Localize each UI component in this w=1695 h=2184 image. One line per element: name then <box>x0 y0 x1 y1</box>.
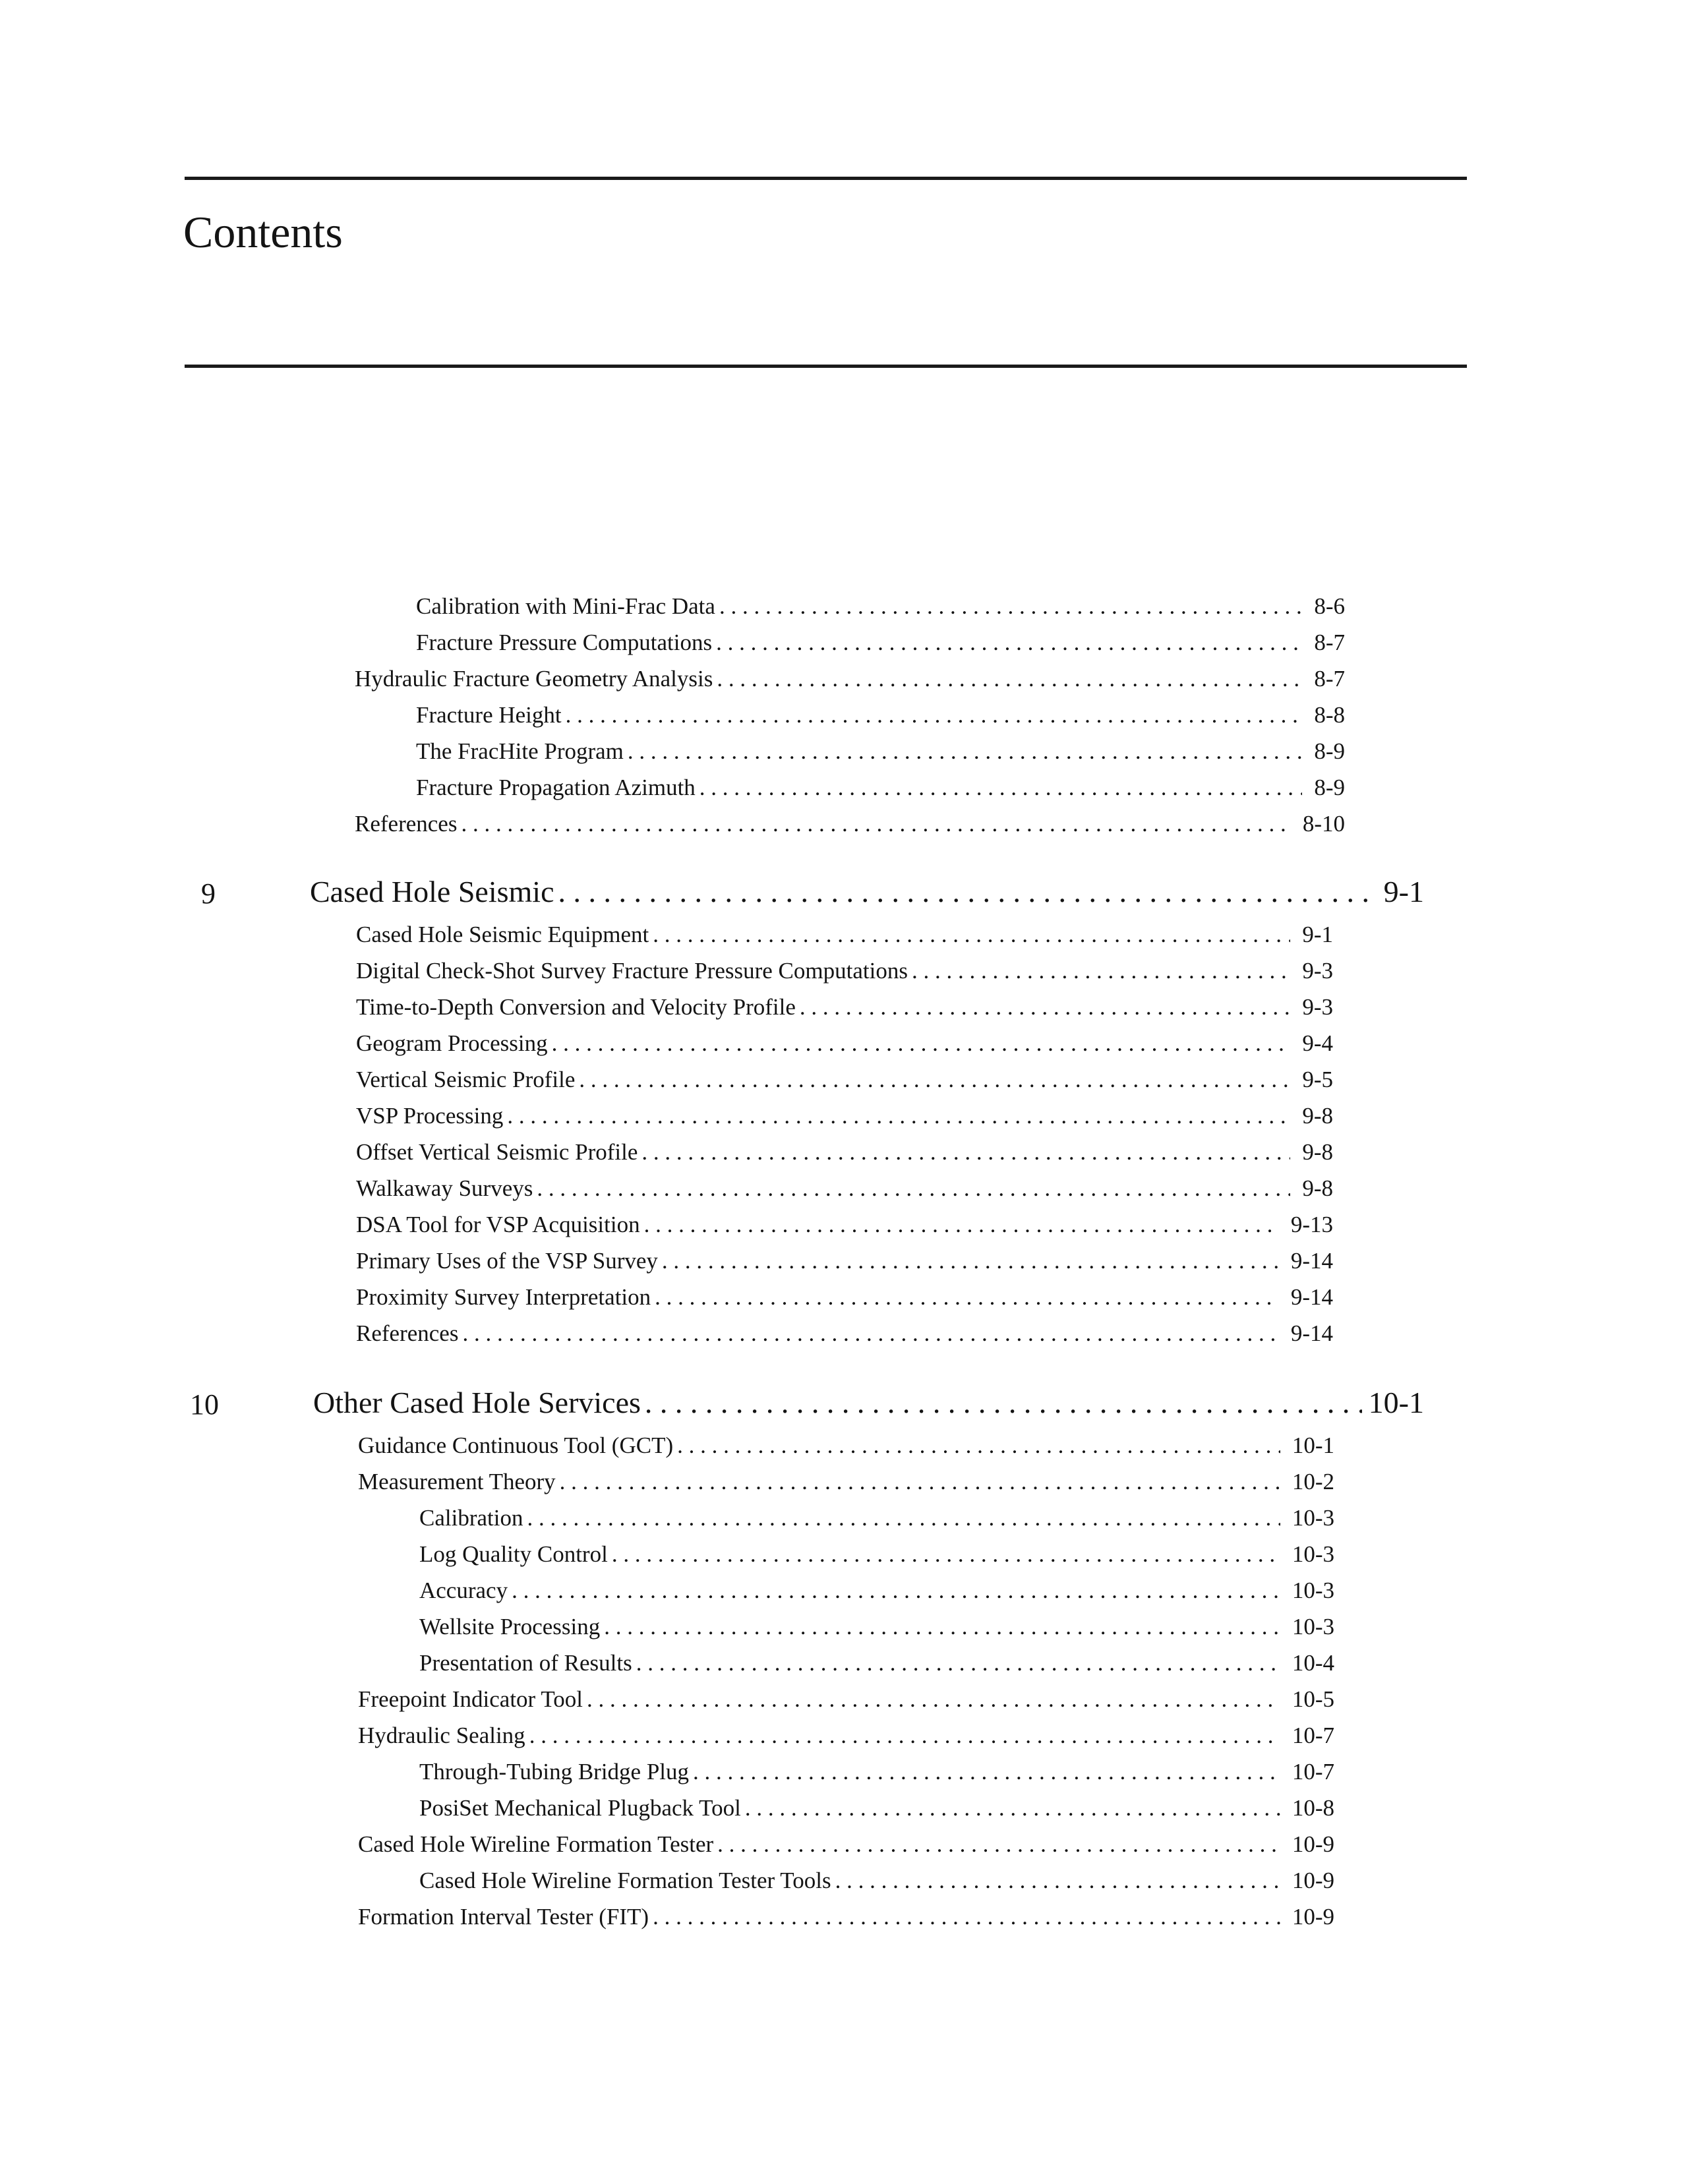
toc-entry-page: 8-9 <box>1314 774 1345 800</box>
toc-entry-label: Vertical Seismic Profile <box>356 1066 576 1092</box>
toc-entry-label: Measurement Theory <box>358 1468 556 1494</box>
toc-leader <box>587 1687 1280 1713</box>
toc-entry-page: 9-14 <box>1290 1247 1333 1274</box>
toc-entry-page: 8-10 <box>1302 810 1345 837</box>
toc-entry <box>355 800 1345 837</box>
toc-leader <box>653 1904 1280 1930</box>
toc-leader <box>717 666 1302 692</box>
toc-entry-page: 8-7 <box>1314 629 1345 655</box>
toc-leader <box>644 1212 1279 1238</box>
chapter-number: 9 <box>201 877 216 910</box>
toc-entry <box>356 1237 1333 1274</box>
toc-leader <box>507 1104 1290 1129</box>
toc-leader <box>537 1176 1290 1202</box>
toc-entry-label: Proximity Survey Interpretation <box>356 1284 651 1310</box>
toc-entry-page: 8-7 <box>1314 665 1345 692</box>
toc-entry-page: 10-9 <box>1292 1867 1334 1893</box>
toc-entry-page: 10-7 <box>1292 1722 1334 1748</box>
chapter-title: Other Cased Hole Services <box>313 1386 641 1420</box>
toc-entry-label: Geogram Processing <box>356 1030 548 1056</box>
toc-entry-label: Digital Check-Shot Survey Fracture Pressure Computations <box>356 957 908 984</box>
toc-entry-page: 10-3 <box>1292 1577 1334 1603</box>
toc-entry-label: Log Quality Control <box>419 1541 608 1567</box>
toc-entry-page: 9-5 <box>1302 1066 1333 1092</box>
toc-entry <box>356 1128 1333 1165</box>
toc-entry <box>356 1309 1333 1346</box>
toc-entry-label: Offset Vertical Seismic Profile <box>356 1138 638 1165</box>
toc-entry-label: The FracHite Program <box>416 738 624 764</box>
toc-entry <box>358 1421 1334 1458</box>
toc-entry <box>416 618 1345 655</box>
toc-leader <box>579 1067 1290 1093</box>
toc-entry <box>358 1820 1334 1857</box>
toc-entry <box>356 1019 1333 1056</box>
toc-entry-page: 8-9 <box>1314 738 1345 764</box>
toc-entry-page: 9-1 <box>1302 921 1333 947</box>
toc-entry-page: 10-4 <box>1292 1649 1334 1676</box>
toc-entry-page: 10-9 <box>1292 1831 1334 1857</box>
toc-entry-label: Fracture Propagation Azimuth <box>416 774 696 800</box>
toc-leader <box>653 922 1290 948</box>
toc-leader <box>699 775 1303 801</box>
toc-entry-label: Hydraulic Sealing <box>358 1722 525 1748</box>
page-title: Contents <box>183 207 343 257</box>
toc-entry-page: 9-3 <box>1302 993 1333 1020</box>
toc-leader <box>566 703 1303 728</box>
toc-leader <box>719 594 1302 620</box>
toc-entry <box>419 1748 1334 1785</box>
toc-entry <box>419 1603 1334 1639</box>
toc-entry-label: Fracture Height <box>416 701 562 728</box>
toc-leader <box>461 812 1290 837</box>
toc-entry-label: Hydraulic Fracture Geometry Analysis <box>355 665 713 692</box>
toc-leader <box>527 1506 1280 1531</box>
toc-leader <box>604 1614 1280 1640</box>
toc-entry <box>358 1458 1334 1494</box>
toc-leader <box>628 739 1302 765</box>
toc-entry <box>356 910 1333 947</box>
toc-entry-label: Freepoint Indicator Tool <box>358 1686 583 1712</box>
toc-leader <box>462 1321 1278 1347</box>
toc-entry-page: 10-5 <box>1292 1686 1334 1712</box>
toc-entry-page: 10-1 <box>1292 1432 1334 1458</box>
toc-leader <box>835 1868 1280 1894</box>
toc-entry-page: 10-3 <box>1292 1613 1334 1639</box>
toc-entry-label: Accuracy <box>419 1577 508 1603</box>
toc-entry <box>356 1055 1333 1092</box>
toc-entry <box>355 655 1345 692</box>
toc-leader <box>558 875 1377 909</box>
toc-leader <box>560 1469 1280 1495</box>
toc-leader <box>641 1140 1290 1166</box>
chapter-title: Cased Hole Seismic <box>310 875 554 909</box>
toc-entry <box>419 1530 1334 1567</box>
toc-entry-label: Presentation of Results <box>419 1649 632 1676</box>
toc-leader <box>645 1386 1362 1420</box>
toc-entry <box>419 1566 1334 1603</box>
toc-entry-page: 10-2 <box>1292 1468 1334 1494</box>
toc-leader <box>636 1651 1280 1676</box>
toc-entry <box>419 1856 1334 1893</box>
toc-leader <box>677 1433 1280 1459</box>
toc-entry-page: 10-7 <box>1292 1758 1334 1785</box>
toc-entry <box>358 1893 1334 1930</box>
toc-entry <box>416 727 1345 764</box>
toc-entry-page: 9-14 <box>1290 1320 1333 1346</box>
toc-entry-page: 9-3 <box>1302 957 1333 984</box>
toc-entry-label: References <box>355 810 458 837</box>
toc-entry-page: 9-14 <box>1290 1284 1333 1310</box>
toc-entry-page: 10-9 <box>1292 1903 1334 1930</box>
toc-entry <box>419 1784 1334 1821</box>
toc-entry-label: Through-Tubing Bridge Plug <box>419 1758 690 1785</box>
toc-entry-label: Cased Hole Wireline Formation Tester Tools <box>419 1867 831 1893</box>
toc-entry <box>356 983 1333 1020</box>
toc-entry-page: 10-3 <box>1292 1504 1334 1531</box>
chapter-heading <box>313 1378 1424 1420</box>
toc-leader <box>655 1285 1279 1311</box>
toc-entry-label: Calibration <box>419 1504 523 1531</box>
toc-entry-page: 10-8 <box>1292 1794 1334 1821</box>
chapter-page: 10-1 <box>1368 1386 1424 1420</box>
toc-entry <box>356 947 1333 984</box>
toc-entry-page: 9-8 <box>1302 1175 1333 1201</box>
toc-leader <box>693 1759 1280 1785</box>
toc-entry-page: 8-6 <box>1314 593 1345 619</box>
toc-leader <box>612 1542 1280 1568</box>
toc-entry-label: Cased Hole Seismic Equipment <box>356 921 649 947</box>
toc-entry <box>416 582 1345 619</box>
toc-entry-label: Wellsite Processing <box>419 1613 601 1639</box>
toc-leader <box>912 959 1290 984</box>
toc-entry-label: Formation Interval Tester (FIT) <box>358 1903 649 1930</box>
toc-entry-page: 9-8 <box>1302 1102 1333 1129</box>
toc-leader <box>717 1832 1280 1858</box>
toc-entry <box>419 1494 1334 1531</box>
toc-leader <box>529 1723 1280 1749</box>
toc-entry-label: Time-to-Depth Conversion and Velocity Profile <box>356 993 796 1020</box>
toc-entry-label: References <box>356 1320 459 1346</box>
toc-entry-label: Guidance Continuous Tool (GCT) <box>358 1432 674 1458</box>
toc-entry-label: Cased Hole Wireline Formation Tester <box>358 1831 714 1857</box>
toc-entry-label: PosiSet Mechanical Plugback Tool <box>419 1794 741 1821</box>
toc-entry <box>356 1273 1333 1310</box>
toc-leader <box>662 1249 1279 1274</box>
toc-entry-page: 9-8 <box>1302 1138 1333 1165</box>
toc-entry-page: 8-8 <box>1314 701 1345 728</box>
toc-leader <box>800 995 1290 1020</box>
toc-entry-label: Calibration with Mini-Frac Data <box>416 593 715 619</box>
title-rule <box>185 365 1467 368</box>
toc-leader <box>552 1031 1291 1057</box>
toc-entry <box>356 1092 1333 1129</box>
top-rule <box>185 177 1467 180</box>
toc-entry <box>356 1164 1333 1201</box>
toc-entry-page: 10-3 <box>1292 1541 1334 1567</box>
toc-entry-page: 9-13 <box>1290 1211 1333 1237</box>
chapter-number: 10 <box>190 1388 219 1421</box>
toc-entry-page: 9-4 <box>1302 1030 1333 1056</box>
toc-entry <box>416 763 1345 800</box>
toc-entry <box>358 1711 1334 1748</box>
chapter-heading <box>310 867 1424 909</box>
toc-entry-label: Primary Uses of the VSP Survey <box>356 1247 658 1274</box>
toc-entry <box>358 1675 1334 1712</box>
toc-entry <box>356 1200 1333 1237</box>
toc-entry-label: VSP Processing <box>356 1102 504 1129</box>
toc-entry-label: Walkaway Surveys <box>356 1175 533 1201</box>
toc-leader <box>512 1578 1280 1604</box>
toc-leader <box>716 630 1302 656</box>
toc-leader <box>745 1796 1280 1821</box>
toc-entry-label: Fracture Pressure Computations <box>416 629 713 655</box>
toc-entry-label: DSA Tool for VSP Acquisition <box>356 1211 640 1237</box>
chapter-page: 9-1 <box>1383 875 1424 909</box>
toc-entry <box>416 691 1345 728</box>
toc-entry <box>419 1639 1334 1676</box>
